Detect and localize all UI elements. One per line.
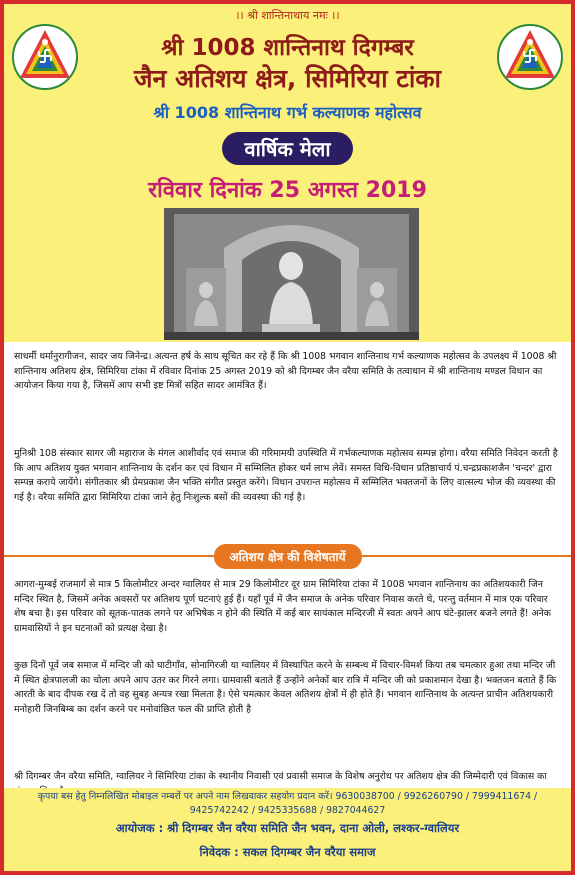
section-heading: अतिशय क्षेत्र की विशेषतायें: [213, 544, 361, 569]
committee-paragraph: श्री दिगम्बर जैन वरैया समिति, ग्वालियर ने सिमिरिया टांका के स्थानीय निवासी एवं प्रवासी समाज के विशेष अनुरोध पर अतिशय क्षेत्र की जिम्मेदारी एवं विकास का: [14, 771, 547, 782]
contact-numbers: कृपया बस हेतु निम्नलिखित मोबाइल नम्बरों पर अपने नाम लिखवाकर सहयोग प्रदान करें। 9630038700 / 9926260790 / 7999411674 / 9425742242 / 9425335688 / 9827044627: [37, 791, 538, 816]
jain-emblem-icon: [12, 24, 78, 90]
event-badge-wrap: [4, 132, 571, 165]
organizer-line: आयोजक : श्री दिगम्बर जैन वरैया समिति जैन भवन, दाना ओली, लश्कर-ग्वालियर: [115, 821, 460, 835]
invitation-paragraph: साधर्मी धर्मानुरागीजन, सादर जय जिनेन्द्र। अत्यन्त हर्ष के साथ सूचित कर रहे हैं कि श्री 1008 भगवान शान्तिनाथ गर्भ कल्याणक महोत्सव के उपलक्ष्य में 1008 श्री शान्तिनाथ अतिशय क्षेत्र, सिमिरिया टांका में रविवार दिनांक 25 अगस्त 2019 को श्री दिगम्बर जैन वरैया समिति के तत्वाधान में श्री शान्तिनाथ मण्डल विधान का आयोजन किया गया है, जिसमें आप सभी इष्ट मित्रों सहित सादर आमंत्रित हैं।: [14, 351, 557, 392]
header-section: [4, 4, 571, 342]
program-paragraph: मुनिश्री 108 संस्कार सागर जी महाराज के मंगल आशीर्वाद एवं समाज की गरिमामयी उपस्थिति में गर्भकल्याणक महोत्सव सम्पन्न होगा। वरैया समिति निवेदन करती है कि आप अतिशय युक्त भगवान शान्तिनाथ के दर्शन कर एवं विधान में सम्मिलित होकर धर्म लाभ लेवें। समस्त विधि-विधान प्रतिष्ठाचार्य पं.चन्द्रप्रकाशजैन 'चन्दर' द्वारा सम्पन्न कराये जायेंगे। संगीतकार श्री प्रेमप्रकाश जैन भक्ति संगीत प्रस्तुत करेंगे। विधान उपरान्त महोत्सव में सम्मिलित भक्तजनों के लिए वात्सल्य भोज की व्यवस्था की गई है। वरैया समिति द्वारा सिमिरिया टांका जाने हेतु निःशुल्क बसों की व्यवस्था की गई है।: [14, 448, 558, 503]
page-title-line1: श्री 1008 शान्तिनाथ दिगम्बर: [161, 35, 414, 61]
page-title-line2: जैन अतिशय क्षेत्र, सिमिरिया टांका: [133, 64, 441, 93]
temple-idol-photo: [164, 208, 419, 340]
content-section: [4, 342, 571, 871]
event-subtitle: श्री 1008 शान्तिनाथ गर्भ कल्याणक महोत्सव: [153, 103, 422, 122]
section-banner: [4, 544, 571, 568]
nivedak-line: निवेदक : सकल दिगम्बर जैन वरैया समाज: [199, 845, 376, 859]
event-date: रविवार दिनांक 25 अगस्त 2019: [148, 178, 427, 203]
miracles-paragraph: कुछ दिनों पूर्व जब समाज में मन्दिर जी को घाटीगाँव, सोनागिरजी या ग्वालियर में विस्थापित करने के सम्बन्ध में विचार-विमर्श किया तब चमत्कार हुआ तथा मन्दिर जी में स्थित क्षेत्रपालजी का चोला अपने आप उतर कर गिरने लगा। ग्रामवासी बताते हैं उन्होंने अनेकों बार रात्रि में मन्दिर जी को प्रकाशमान देखा है। भक्तजन बताते हैं कि आरती के बाद दीपक रख दें तो वह सुबह अन्यत्र रखा मिलता है। ऐसे चमत्कार केवल अतिशय क्षेत्रों में ही होते हैं। भगवान शान्तिनाथ के अत्यन्त प्राचीन अतिशयकारी मनोहारी जिनबिम्ब का दर्शन करने पर मनोवांछित फल की प्राप्ति होती है: [14, 660, 557, 715]
mantra-text: ।। श्री शान्तिनाथाय नमः ।।: [235, 9, 340, 22]
location-paragraph: आगरा-मुम्बई राजमार्ग से मात्र 5 किलोमीटर अन्दर ग्वालियर से मात्र 29 किलोमीटर दूर ग्राम सिमिरिया टांका में 1008 भगवान शान्तिनाथ का अतिशयकारी जिन मन्दिर स्थित है, जिसमें अनेक अवसरों पर अतिशय पूर्ण घटनाएं हुई हैं। यहाँ पूर्व में जैन समाज के अनेक परिवार निवास करते थे, परन्तु वर्तमान में मात्र एक परिवार शेष बचा है। इस परिवार को सूतक-पातक लगने पर अभिषेक न होने की स्थिति में कई बार सायंकाल मन्दिरजी में स्वतः अपने आप घंटे-झालर बजने लगते हैं! अनेक ग्रामवासियों ने इन घटनाओं को प्रत्यक्ष देखा है।: [14, 579, 551, 634]
footer-section: [4, 788, 571, 871]
event-badge: वार्षिक मेला: [222, 132, 352, 165]
jain-emblem-icon: [497, 24, 563, 90]
